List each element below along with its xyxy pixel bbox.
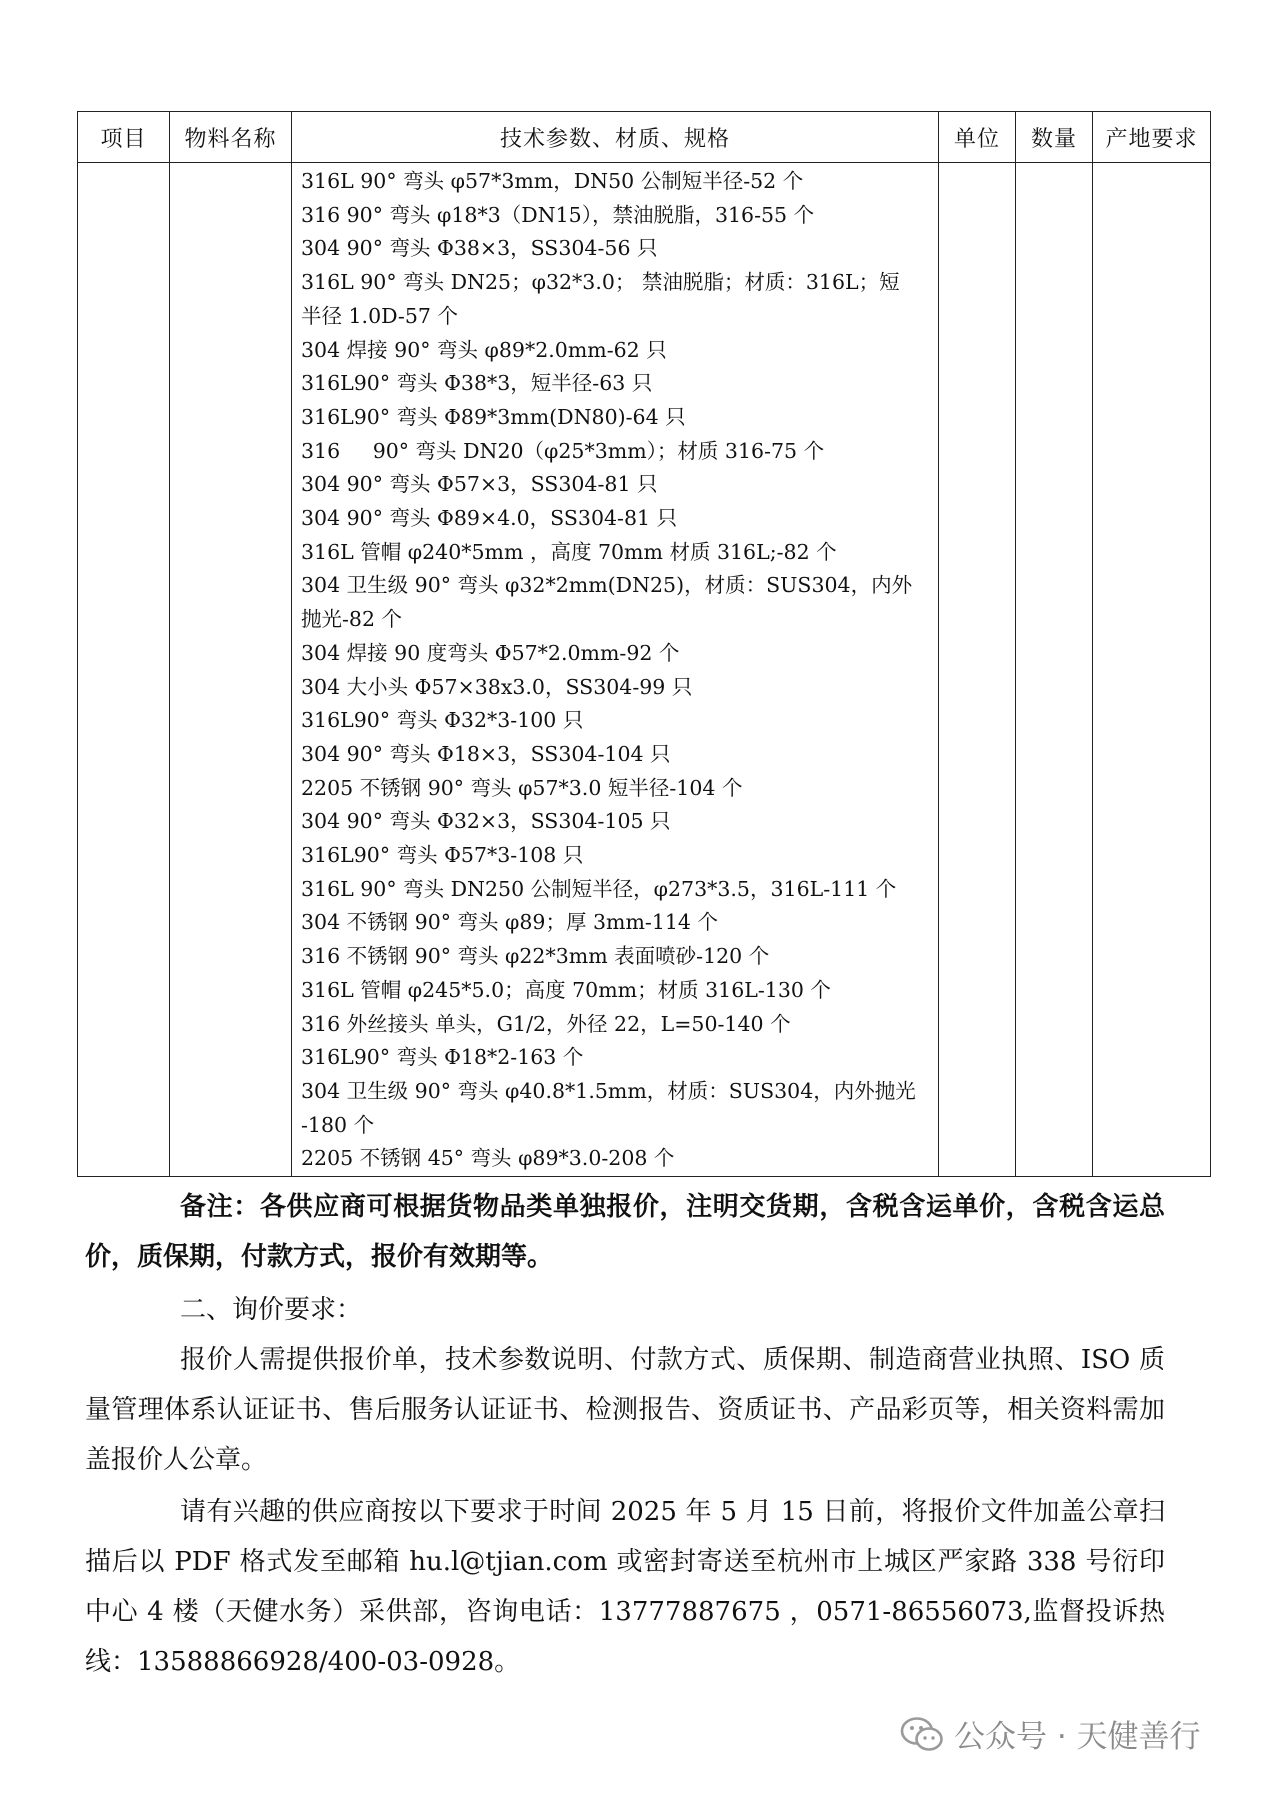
spec-line: 316L90° 弯头 Φ89*3mm(DN80)-64 只 bbox=[301, 404, 686, 429]
spec-line: 304 90° 弯头 Φ57×3，SS304-81 只 bbox=[301, 472, 658, 497]
spec-line: -180 个 bbox=[301, 1112, 375, 1137]
spec-line: 2205 不锈钢 45° 弯头 φ89*3.0-208 个 bbox=[301, 1146, 675, 1171]
spec-line: 316 90° 弯头 φ18*3（DN15），禁油脱脂，316-55 个 bbox=[301, 202, 815, 227]
spec-line: 半径 1.0D-57 个 bbox=[301, 303, 458, 328]
invitation-text: 请有兴趣的供应商按以下要求于时间 2025 年 5 月 15 日前，将报价文件加盖公章扫描后以 PDF 格式发至邮箱 hu.l@tjian.com 或密封寄送至杭州市上城区严家路 338 号衍印中心 4 楼（天健水务）采供部，咨询电话：13777887675 ，0571-86556073,监督投诉热线：13588866928/400-03-0928。 bbox=[85, 1497, 1165, 1677]
watermark bbox=[900, 1711, 1201, 1756]
cell-unit bbox=[939, 163, 1016, 1177]
header-origin: 产地要求 bbox=[1093, 112, 1211, 163]
spec-line: 316L90° 弯头 Φ57*3-108 只 bbox=[301, 843, 584, 868]
section-heading-text: 二、询价要求： bbox=[180, 1295, 363, 1325]
section-heading bbox=[0, 1285, 1280, 1335]
spec-line: 304 焊接 90 度弯头 Φ57*2.0mm-92 个 bbox=[301, 640, 680, 665]
spec-line: 316 外丝接头 单头，G1/2，外径 22，L=50-140 个 bbox=[301, 1011, 791, 1036]
spec-line: 316 90° 弯头 DN20（φ25*3mm）；材质 316-75 个 bbox=[301, 438, 825, 463]
spec-line: 304 90° 弯头 Φ18×3，SS304-104 只 bbox=[301, 741, 671, 766]
requirements-text: 报价人需提供报价单，技术参数说明、付款方式、质保期、制造商营业执照、ISO 质量管理体系认证证书、售后服务认证证书、检测报告、资质证书、产品彩页等，相关资料需加盖报价人公章。 bbox=[85, 1345, 1165, 1475]
spec-line: 304 焊接 90° 弯头 φ89*2.0mm-62 只 bbox=[301, 337, 667, 362]
spec-line: 316L 管帽 φ240*5mm ，高度 70mm 材质 316L;-82 个 bbox=[301, 539, 837, 564]
cell-quantity bbox=[1016, 163, 1093, 1177]
spec-line: 2205 不锈钢 90° 弯头 φ57*3.0 短半径-104 个 bbox=[301, 775, 743, 800]
spec-line: 316L90° 弯头 Φ38*3，短半径-63 只 bbox=[301, 371, 653, 396]
header-spec: 技术参数、材质、规格 bbox=[292, 112, 939, 163]
cell-item bbox=[78, 163, 170, 1177]
spec-line: 316L 90° 弯头 φ57*3mm，DN50 公制短半径-52 个 bbox=[301, 169, 804, 193]
spec-line: 316L 90° 弯头 DN250 公制短半径，φ273*3.5，316L-111 个 bbox=[301, 876, 897, 901]
note-paragraph bbox=[0, 1182, 1280, 1282]
spec-list bbox=[292, 163, 938, 1176]
spec-table bbox=[77, 111, 1211, 1177]
spec-line: 304 卫生级 90° 弯头 φ32*2mm(DN25)，材质：SUS304，内外 bbox=[301, 573, 913, 598]
cell-spec bbox=[292, 163, 939, 1177]
spec-line: 316 不锈钢 90° 弯头 φ22*3mm 表面喷砂-120 个 bbox=[301, 944, 770, 969]
watermark-text: 公众号 · 天健善行 bbox=[954, 1719, 1201, 1755]
spec-line: 304 大小头 Φ57×38x3.0，SS304-99 只 bbox=[301, 674, 693, 699]
spec-line: 304 不锈钢 90° 弯头 φ89；厚 3mm-114 个 bbox=[301, 910, 718, 935]
spec-line: 304 90° 弯头 Φ38×3，SS304-56 只 bbox=[301, 236, 658, 261]
header-material-name: 物料名称 bbox=[170, 112, 292, 163]
spec-line: 316L 管帽 φ245*5.0；高度 70mm；材质 316L-130 个 bbox=[301, 977, 831, 1002]
spec-line: 316L 90° 弯头 DN25；φ32*3.0； 禁油脱脂；材质：316L；短 bbox=[301, 270, 900, 295]
table-header-row bbox=[78, 112, 1211, 163]
cell-material-name bbox=[170, 163, 292, 1177]
table-row bbox=[78, 163, 1211, 1177]
cell-origin bbox=[1093, 163, 1211, 1177]
spec-line: 316L90° 弯头 Φ32*3-100 只 bbox=[301, 708, 584, 733]
header-quantity: 数量 bbox=[1016, 112, 1093, 163]
requirements-paragraph bbox=[0, 1335, 1280, 1485]
spec-line: 304 90° 弯头 Φ32×3，SS304-105 只 bbox=[301, 809, 671, 834]
spec-line: 抛光-82 个 bbox=[301, 607, 403, 632]
spec-line: 304 90° 弯头 Φ89×4.0，SS304-81 只 bbox=[301, 506, 678, 531]
invitation-paragraph bbox=[0, 1487, 1280, 1687]
wechat-icon bbox=[900, 1716, 944, 1752]
spec-line: 316L90° 弯头 Φ18*2-163 个 bbox=[301, 1045, 584, 1070]
header-unit: 单位 bbox=[939, 112, 1016, 163]
note-text: 备注：各供应商可根据货物品类单独报价，注明交货期，含税含运单价，含税含运总价，质保期，付款方式，报价有效期等。 bbox=[85, 1192, 1165, 1272]
header-item: 项目 bbox=[78, 112, 170, 163]
spec-line: 304 卫生级 90° 弯头 φ40.8*1.5mm，材质：SUS304，内外抛光 bbox=[301, 1078, 916, 1103]
